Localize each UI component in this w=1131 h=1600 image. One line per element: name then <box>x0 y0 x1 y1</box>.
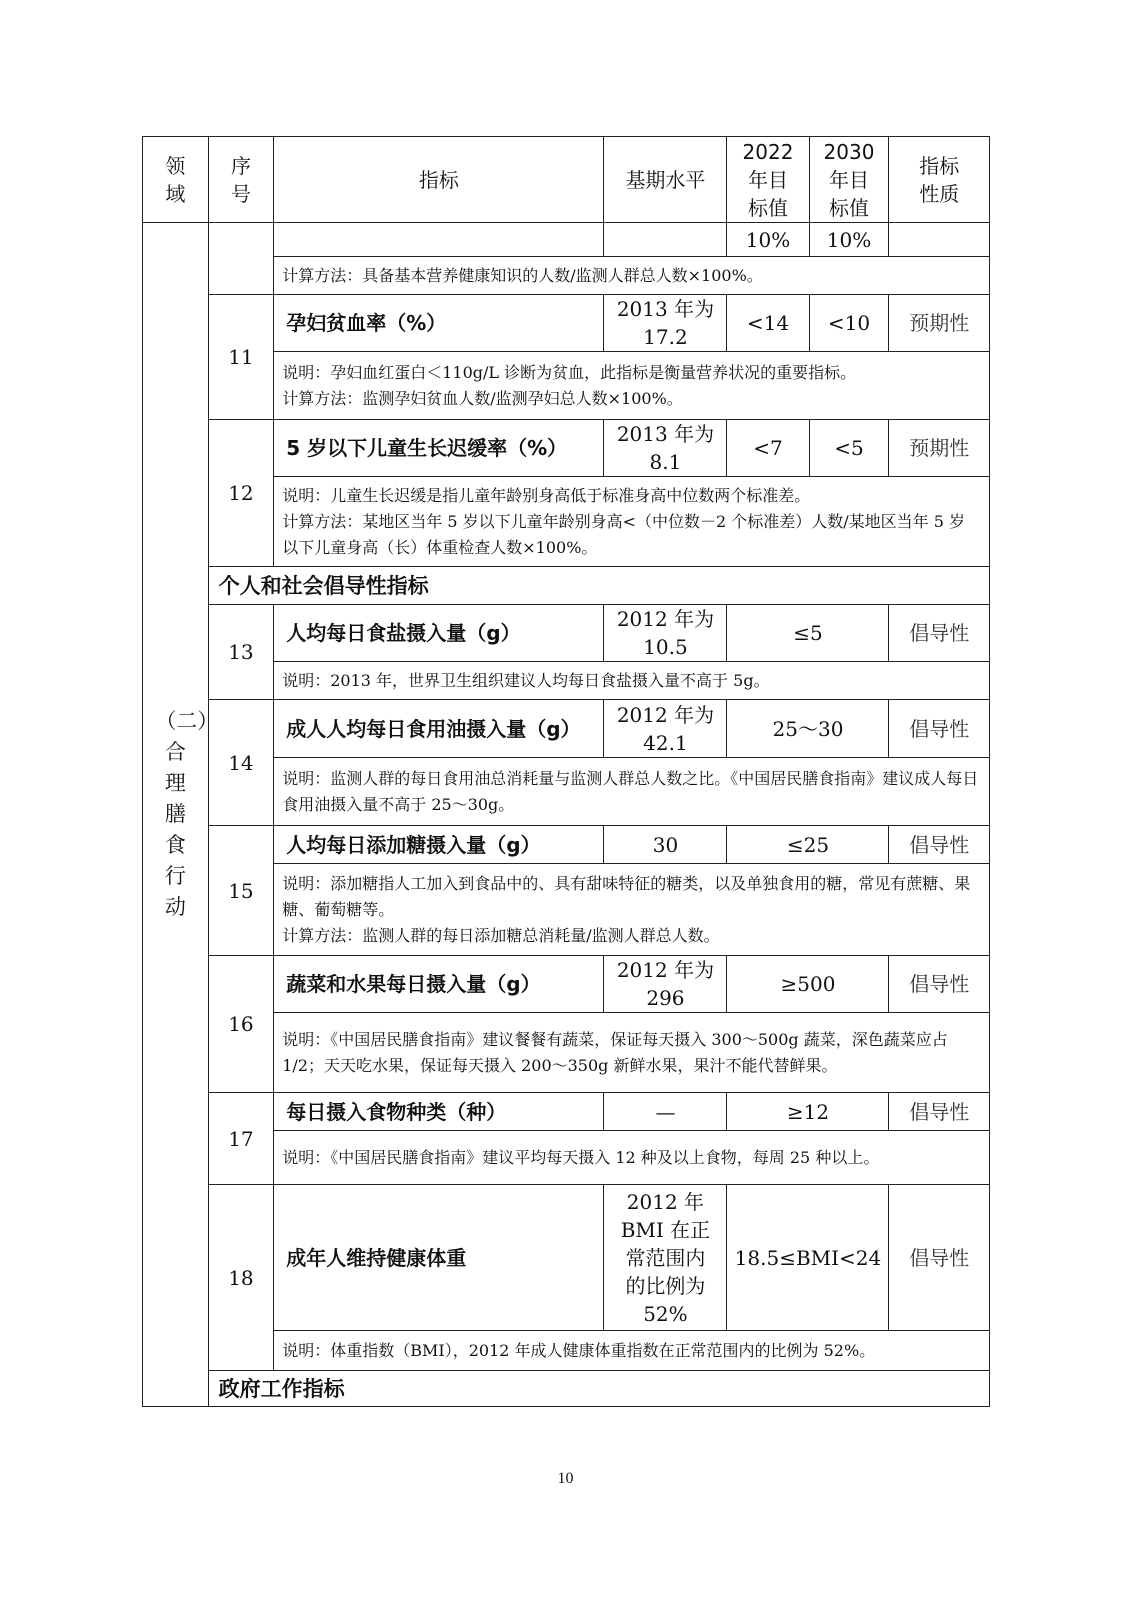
calc-text: 计算方法：某地区当年 5 岁以下儿童年龄别身高<（中位数－2 个标准差）人数/某地区当年 5 岁以下儿童身高（长）体重检查人数×100%。 <box>282 511 966 557</box>
indicator-cell: 人均每日食盐摄入量（g） <box>274 605 604 662</box>
target-cell: ≤5 <box>727 605 889 662</box>
target-2022-cell: <14 <box>727 295 809 352</box>
calc-note: 计算方法：具备基本营养健康知识的人数/监测人群总人数×100%。 <box>274 257 990 295</box>
baseline-cell: 2012 年为 42.1 <box>604 700 727 758</box>
header-seq: 序号 <box>208 137 274 223</box>
indicator-cell: 孕妇贫血率（%） <box>274 295 604 352</box>
seq-cell: 16 <box>208 956 274 1093</box>
target-cell: ≥500 <box>727 956 889 1013</box>
description-text: 说明：孕妇血红蛋白＜110g/L 诊断为贫血，此指标是衡量营养状况的重要指标。 <box>282 362 857 382</box>
nature-cell: 倡导性 <box>889 605 990 662</box>
seq-cell: 12 <box>208 420 274 567</box>
seq-cell: 18 <box>208 1185 274 1371</box>
section-heading-government: 政府工作指标 <box>208 1371 989 1407</box>
indicator-cell <box>274 223 604 257</box>
seq-cell: 14 <box>208 700 274 826</box>
seq-cell: 11 <box>208 295 274 420</box>
indicator-cell: 蔬菜和水果每日摄入量（g） <box>274 956 604 1013</box>
header-baseline: 基期水平 <box>604 137 727 223</box>
table-header-row <box>143 137 990 223</box>
seq-cell: 13 <box>208 605 274 700</box>
table-row <box>143 295 990 352</box>
baseline-cell: 2013 年为 17.2 <box>604 295 727 352</box>
description-text: 说明：添加糖指人工加入到食品中的、具有甜味特征的糖类，以及单独食用的糖，常见有蔗糖、果糖、葡萄糖等。 <box>282 873 971 919</box>
baseline-cell: 2013 年为 8.1 <box>604 420 727 477</box>
seq-cell: 17 <box>208 1093 274 1185</box>
target-2030-cell: 10% <box>809 223 889 257</box>
section-row <box>143 567 990 605</box>
target-cell: 18.5≤BMI<24 <box>727 1185 889 1331</box>
header-target-2022: 2022年目标值 <box>727 137 809 223</box>
table-row <box>143 605 990 662</box>
table-row <box>143 700 990 758</box>
nature-cell: 预期性 <box>889 420 990 477</box>
description-text: 说明：儿童生长迟缓是指儿童年龄别身高低于标准身高中位数两个标准差。 <box>282 485 811 505</box>
target-2022-cell: 10% <box>727 223 809 257</box>
page-number: 10 <box>557 1470 574 1487</box>
baseline-cell: 2012 年为 296 <box>604 956 727 1013</box>
indicator-cell: 5 岁以下儿童生长迟缓率（%） <box>274 420 604 477</box>
baseline-cell: 2012 年 BMI 在正常范围内的比例为 52% <box>604 1185 727 1331</box>
baseline-cell <box>604 223 727 257</box>
header-domain: 领域 <box>143 137 209 223</box>
header-target-2030: 2030年目标值 <box>809 137 889 223</box>
description-cell: 说明：体重指数（BMI），2012 年成人健康体重指数在正常范围内的比例为 52%。 <box>274 1331 990 1371</box>
nature-cell: 倡导性 <box>889 1093 990 1131</box>
indicator-cell: 每日摄入食物种类（种） <box>274 1093 604 1131</box>
indicator-cell: 人均每日添加糖摄入量（g） <box>274 826 604 864</box>
nature-cell: 倡导性 <box>889 1185 990 1331</box>
nature-cell: 预期性 <box>889 295 990 352</box>
description-cell: 说明：《中国居民膳食指南》建议平均每天摄入 12 种及以上食物，每周 25 种以上。 <box>274 1131 990 1185</box>
table-row <box>143 1093 990 1131</box>
header-nature: 指标性质 <box>889 137 990 223</box>
description-cell: 说明：监测人群的每日食用油总消耗量与监测人群总人数之比。《中国居民膳食指南》建议成人每日食用油摄入量不高于 25～30g。 <box>274 758 990 826</box>
baseline-cell: 30 <box>604 826 727 864</box>
header-indicator: 指标 <box>274 137 604 223</box>
indicator-cell: 成年人维持健康体重 <box>274 1185 604 1331</box>
nature-cell <box>889 223 990 257</box>
seq-cell <box>208 223 274 295</box>
nature-cell: 倡导性 <box>889 956 990 1013</box>
table-row <box>143 420 990 477</box>
table-row <box>143 826 990 864</box>
target-cell: ≤25 <box>727 826 889 864</box>
target-cell: ≥12 <box>727 1093 889 1131</box>
target-2030-cell: <10 <box>809 295 889 352</box>
table-row <box>143 956 990 1013</box>
calc-text: 计算方法：监测人群的每日添加糖总消耗量/监测人群总人数。 <box>282 925 720 945</box>
target-cell: 25～30 <box>727 700 889 758</box>
table-row <box>143 223 990 257</box>
section-heading-personal: 个人和社会倡导性指标 <box>208 567 989 605</box>
target-2030-cell: <5 <box>809 420 889 477</box>
section-row <box>143 1371 990 1407</box>
seq-cell: 15 <box>208 826 274 956</box>
description-cell <box>274 864 990 956</box>
nature-cell: 倡导性 <box>889 700 990 758</box>
description-cell: 说明：2013 年，世界卫生组织建议人均每日食盐摄入量不高于 5g。 <box>274 662 990 700</box>
table-row <box>143 1185 990 1331</box>
description-cell <box>274 352 990 420</box>
nature-cell: 倡导性 <box>889 826 990 864</box>
target-2022-cell: <7 <box>727 420 809 477</box>
baseline-cell: 2012 年为 10.5 <box>604 605 727 662</box>
baseline-cell: — <box>604 1093 727 1131</box>
indicator-cell: 成人人均每日食用油摄入量（g） <box>274 700 604 758</box>
calc-text: 计算方法：监测孕妇贫血人数/监测孕妇总人数×100%。 <box>282 388 683 408</box>
description-cell: 说明：《中国居民膳食指南》建议餐餐有蔬菜，保证每天摄入 300～500g 蔬菜，深色蔬菜应占 1/2；天天吃水果，保证每天摄入 200～350g 新鲜水果，果汁不能代替鲜果。 <box>274 1013 990 1093</box>
description-cell <box>274 477 990 567</box>
indicator-table <box>142 136 990 1407</box>
domain-cell: （二）合理膳食行动 <box>143 223 209 1407</box>
